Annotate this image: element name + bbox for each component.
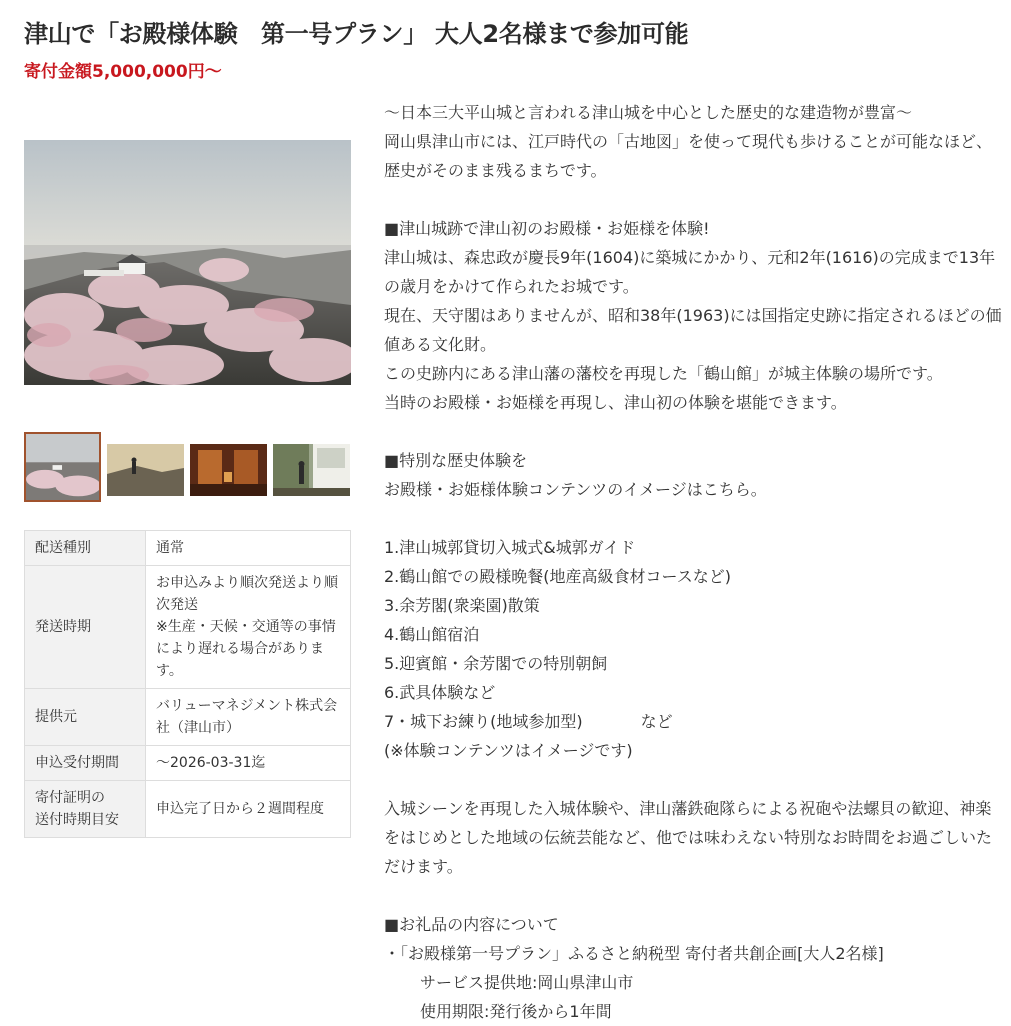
section-heading: ■津山城跡で津山初のお殿様・お姫様を体験! xyxy=(384,219,710,238)
list-item xyxy=(384,707,1004,736)
woman-at-gate-photo xyxy=(273,444,350,496)
page-title: 津山で「お殿様体験 第一号プラン」 大人2名様まで参加可能 xyxy=(24,20,689,48)
spec-value: バリューマネジメント株式会社（津山市） xyxy=(146,689,351,746)
spec-row-provider xyxy=(25,689,351,746)
description-text: 岡山県津山市には、江戸時代の「古地図」を使って現代も歩けることが可能なほど、歴史がそのまま残るまちです。 xyxy=(384,132,993,180)
product-description xyxy=(384,98,1004,1026)
thumbnail-4[interactable] xyxy=(273,444,350,496)
spec-value: 通常 xyxy=(146,531,351,566)
list-item: 4.鶴山館宿泊 xyxy=(384,625,480,644)
spec-value: 〜2026-03-31迄 xyxy=(146,746,351,781)
section-heading: ■特別な歴史体験を xyxy=(384,451,528,470)
list-suffix: など xyxy=(640,712,673,731)
thumbnail-strip xyxy=(24,432,351,508)
spec-row-period xyxy=(25,746,351,781)
spec-row-shipping-type xyxy=(25,531,351,566)
list-item: 6.武具体験など xyxy=(384,683,496,702)
donation-price: 寄付金額5,000,000円〜 xyxy=(24,62,222,82)
list-item: 2.鶴山館での殿様晩餐(地産高級食材コースなど) xyxy=(384,567,731,586)
list-item: 3.余芳閣(衆楽園)散策 xyxy=(384,596,540,615)
spec-value-note: ※生産・天候・交通等の事情により遅れる場合があります。 xyxy=(156,619,336,679)
list-item: 1.津山城郭貸切入城式&城郭ガイド xyxy=(384,538,636,557)
spec-label: 発送時期 xyxy=(25,566,146,689)
description-text: ・「お殿様第一号プラン」ふるさと納税型 寄付者共創企画[大人2名様] xyxy=(384,944,884,963)
description-detail: 使用期限:発行後から1年間 xyxy=(420,1002,612,1021)
spec-row-shipping-time xyxy=(25,566,351,689)
person-on-rock-sunset-photo xyxy=(107,444,184,496)
list-note: (※体験コンテンツはイメージです) xyxy=(384,741,633,760)
spec-label-line: 寄付証明の xyxy=(35,790,105,806)
spec-row-certificate xyxy=(25,781,351,838)
description-text: この史跡内にある津山藩の藩校を再現した「鶴山館」が城主体験の場所です。 xyxy=(384,364,943,383)
spec-value xyxy=(146,566,351,689)
castle-cherry-blossom-photo xyxy=(26,434,99,500)
description-text: お殿様・お姫様体験コンテンツのイメージはこちら。 xyxy=(384,480,767,499)
spec-label xyxy=(25,781,146,838)
list-item: 5.迎賓館・余芳閣での特別朝飼 xyxy=(384,654,608,673)
thumbnail-2[interactable] xyxy=(107,444,184,496)
spec-label: 提供元 xyxy=(25,689,146,746)
spec-label: 配送種別 xyxy=(25,531,146,566)
list-item-text: 7・城下お練り(地域参加型) xyxy=(384,712,583,731)
description-text: 入城シーンを再現した入城体験や、津山藩鉄砲隊らによる祝砲や法螺貝の歓迎、神楽をはじめとした地域の伝統芸能など、他では味わえない特別なお時間をお過ごしいただけます。 xyxy=(384,799,993,876)
section-heading: ■お礼品の内容について xyxy=(384,915,559,934)
product-spec-table xyxy=(24,530,351,838)
description-text: 〜日本三大平山城と言われる津山城を中心とした歴史的な建造物が豊富〜 xyxy=(384,103,913,122)
description-text: 津山城は、森忠政が慶長9年(1604)に築城にかかり、元和2年(1616)の完成まで13年の歳月をかけて作られたお城です。 xyxy=(384,248,996,296)
spec-value-line: お申込みより順次発送より順次発送 xyxy=(156,575,338,613)
castle-cherry-blossom-photo xyxy=(24,140,351,385)
spec-label: 申込受付期間 xyxy=(25,746,146,781)
thumbnail-1[interactable] xyxy=(24,432,101,502)
thumbnail-3[interactable] xyxy=(190,444,267,496)
description-text: 現在、天守閣はありませんが、昭和38年(1963)には国指定史跡に指定されるほどの価値ある文化財。 xyxy=(384,306,1002,354)
spec-value: 申込完了日から２週間程度 xyxy=(146,781,351,838)
main-product-image xyxy=(24,140,351,385)
traditional-room-interior-photo xyxy=(190,444,267,496)
description-detail: サービス提供地:岡山県津山市 xyxy=(420,973,634,992)
spec-label-line: 送付時期目安 xyxy=(35,812,119,828)
description-text: 当時のお殿様・お姫様を再現し、津山初の体験を堪能できます。 xyxy=(384,393,847,412)
